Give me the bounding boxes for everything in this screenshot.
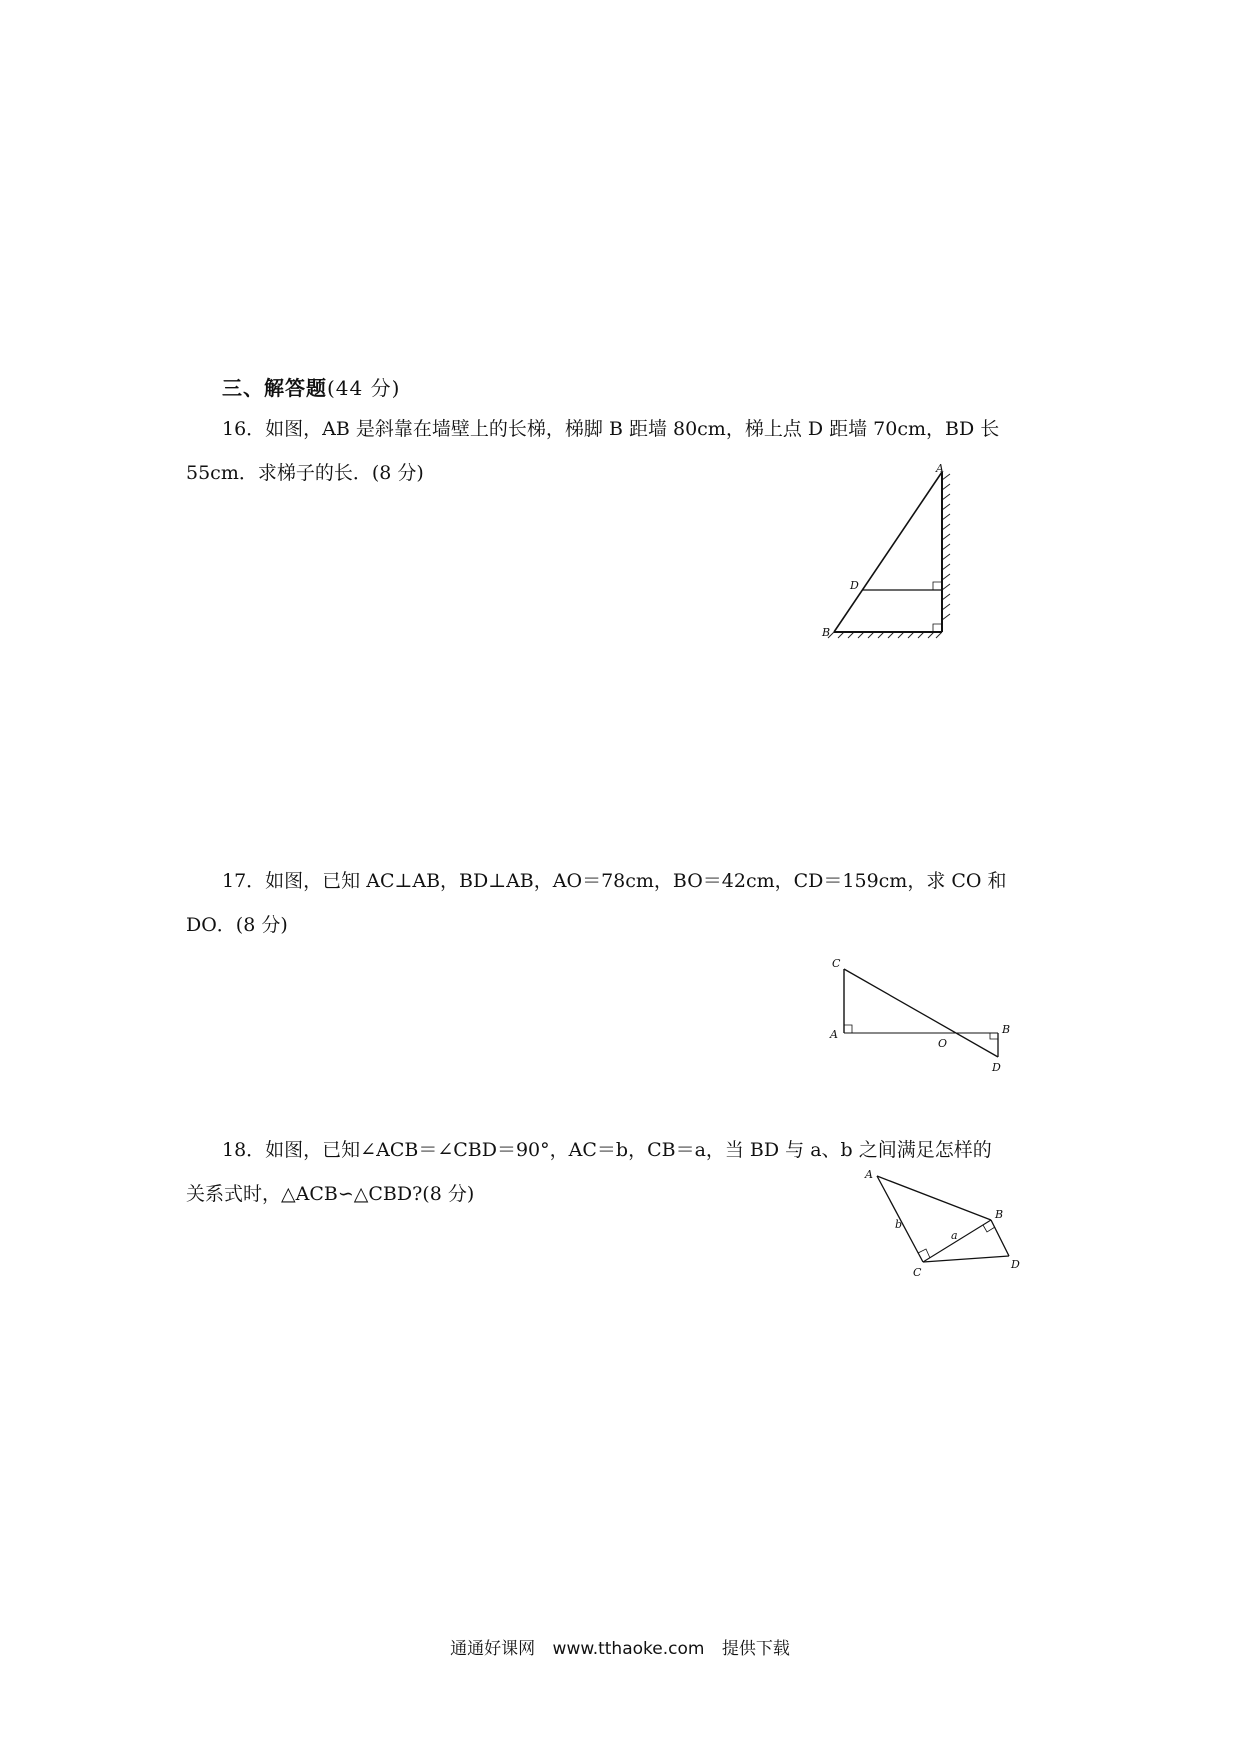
label-side-a: a [951,1229,958,1242]
right-angle-mark-d [933,582,942,590]
right-angle-mark-b [983,1225,995,1232]
question-18-figure [855,1168,1045,1278]
label-b: B [822,626,831,639]
right-angle-mark-b [933,624,942,632]
ladder-ab [834,472,942,632]
question-17-line-2: DO．(8 分) [186,914,288,936]
question-18-line-2: 关系式时，△ACB∽△CBD?(8 分) [186,1183,475,1205]
label-d: D [992,1061,1001,1074]
footer-note: 提供下载 [721,1639,790,1659]
label-a: A [830,1028,838,1041]
segment-bd [991,1220,1009,1256]
label-b: B [1002,1023,1011,1036]
section-heading [222,372,400,401]
question-17-line-1: 17．如图，已知 AC⊥AB，BD⊥AB，AO＝78cm，BO＝42cm，CD＝159cm，求 CO 和 [222,870,1007,892]
footer-url[interactable]: www.tthaoke.com [552,1639,705,1659]
wall-hatching [942,474,950,620]
label-b: B [995,1208,1004,1221]
similar-triangles-diagram [855,1168,1045,1278]
label-d: D [1011,1258,1020,1271]
right-angle-mark-a [844,1025,852,1033]
ladder-diagram [820,462,960,660]
footer-site-name: 通通好课网 [450,1639,536,1659]
question-16-line-1: 16．如图，AB 是斜靠在墙壁上的长梯，梯脚 B 距墙 80cm，梯上点 D 距墙 70cm，BD 长 [222,418,1000,440]
label-a: A [936,462,944,475]
section-score: (44 分) [327,376,401,400]
page-footer [0,1634,1240,1659]
right-angle-mark-b [990,1033,998,1039]
question-16-line-2: 55cm．求梯子的长．(8 分) [186,462,424,484]
perpendicular-diagram [820,955,1020,1075]
label-a: A [865,1168,873,1181]
label-c: C [832,957,841,970]
question-18-line-1: 18．如图，已知∠ACB＝∠CBD＝90°，AC＝b，CB＝a，当 BD 与 a、b 之间满足怎样的 [222,1139,992,1161]
segment-cd [923,1256,1009,1262]
question-16-figure [820,462,960,660]
label-side-b: b [895,1218,903,1231]
label-o: O [938,1037,948,1050]
label-c: C [913,1266,922,1279]
question-17-figure [820,955,1020,1075]
segment-ab [877,1176,991,1220]
section-title: 三、解答题 [222,376,327,400]
label-d: D [850,579,859,592]
segment-cd [844,969,998,1057]
